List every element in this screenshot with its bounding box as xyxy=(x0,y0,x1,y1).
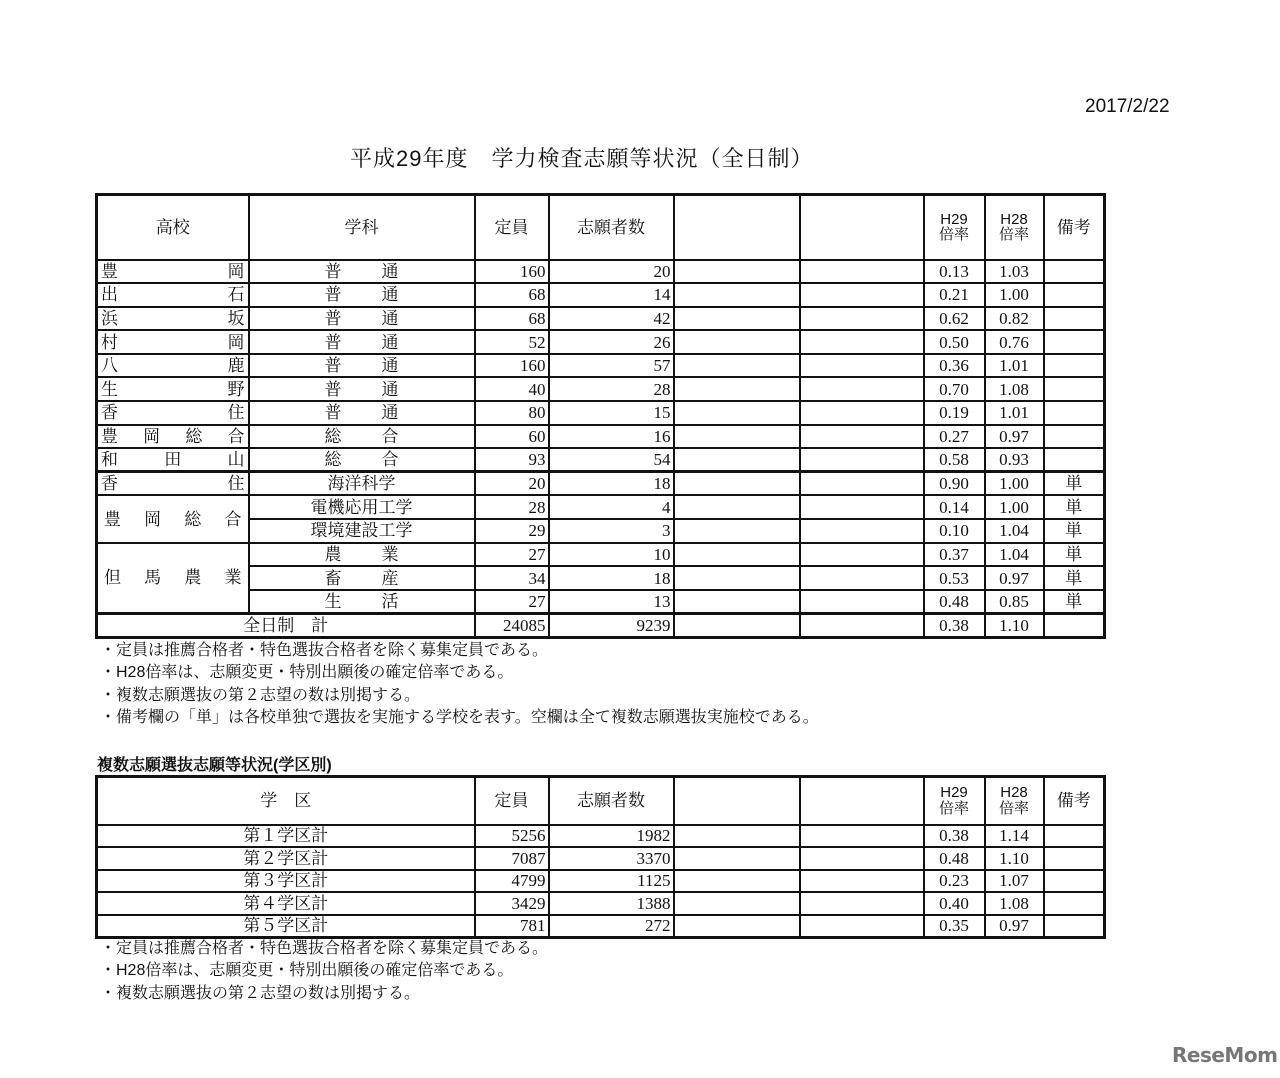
district-name: 第３学区計 xyxy=(97,870,475,893)
blank-cell xyxy=(674,330,800,354)
blank-cell xyxy=(800,870,924,893)
school-name: 浜坂 xyxy=(97,307,249,331)
blank-cell xyxy=(674,425,800,449)
h28-ratio: 1.08 xyxy=(985,892,1044,915)
remarks xyxy=(1044,354,1105,378)
remarks xyxy=(1044,892,1105,915)
header-blank-2 xyxy=(800,777,924,825)
h29-ratio: 0.10 xyxy=(924,519,985,543)
blank-cell xyxy=(800,915,924,938)
capacity: 4799 xyxy=(475,870,549,893)
header-blank-2 xyxy=(800,195,924,260)
resemom-logo: ReseMom xyxy=(1172,1043,1278,1067)
blank-cell xyxy=(800,330,924,354)
blank-cell xyxy=(674,613,800,637)
header-h28-ratio: H28 倍率 xyxy=(985,195,1044,260)
school-name: 八鹿 xyxy=(97,354,249,378)
blank-cell xyxy=(674,495,800,519)
district-name: 第５学区計 xyxy=(97,915,475,938)
applicants: 14 xyxy=(549,283,674,307)
h28-ratio: 0.97 xyxy=(985,566,1044,590)
h28-ratio: 1.10 xyxy=(985,847,1044,870)
applicants: 57 xyxy=(549,354,674,378)
district-name: 第４学区計 xyxy=(97,892,475,915)
blank-cell xyxy=(800,401,924,425)
blank-cell xyxy=(800,495,924,519)
h29-ratio: 0.14 xyxy=(924,495,985,519)
blank-cell xyxy=(674,915,800,938)
capacity: 27 xyxy=(475,590,549,614)
blank-cell xyxy=(800,354,924,378)
h29-ratio: 0.23 xyxy=(924,870,985,893)
h29-ratio: 0.21 xyxy=(924,283,985,307)
department: 普通 xyxy=(249,260,475,284)
school-name: 和田山 xyxy=(97,448,249,472)
h28-ratio: 0.93 xyxy=(985,448,1044,472)
table-row xyxy=(97,472,1105,496)
table-row xyxy=(97,377,1105,401)
table-row xyxy=(97,425,1105,449)
school-name: 香住 xyxy=(97,472,249,496)
h28-ratio: 1.00 xyxy=(985,495,1044,519)
header-school: 高校 xyxy=(97,195,249,260)
district-row xyxy=(97,870,1105,893)
table-row xyxy=(97,543,1105,567)
department: 普通 xyxy=(249,401,475,425)
h29-ratio: 0.48 xyxy=(924,847,985,870)
blank-cell xyxy=(674,377,800,401)
table-row xyxy=(97,283,1105,307)
department: 総合 xyxy=(249,425,475,449)
h28-ratio: 0.85 xyxy=(985,590,1044,614)
h28-ratio: 0.82 xyxy=(985,307,1044,331)
note-line: ・定員は推薦合格者・特色選抜合格者を除く募集定員である。 xyxy=(100,940,549,957)
remarks xyxy=(1044,260,1105,284)
applicants: 54 xyxy=(549,448,674,472)
h28-ratio: 0.76 xyxy=(985,330,1044,354)
blank-cell xyxy=(800,472,924,496)
h28-ratio: 1.14 xyxy=(985,825,1044,848)
header-applicants: 志願者数 xyxy=(549,195,674,260)
school-name: 出石 xyxy=(97,283,249,307)
applicants: 1125 xyxy=(549,870,674,893)
department: 海洋科学 xyxy=(249,472,475,496)
blank-cell xyxy=(674,307,800,331)
h29-ratio: 0.58 xyxy=(924,448,985,472)
department: 農業 xyxy=(249,543,475,567)
table-row xyxy=(97,260,1105,284)
capacity: 60 xyxy=(475,425,549,449)
h28-ratio: 1.08 xyxy=(985,377,1044,401)
header-district: 学 区 xyxy=(97,777,475,825)
h28-ratio: 1.00 xyxy=(985,472,1044,496)
header-dept: 学科 xyxy=(249,195,475,260)
blank-cell xyxy=(800,377,924,401)
capacity: 5256 xyxy=(475,825,549,848)
note-line: ・備考欄の「単」は各校単独で選抜を実施する学校を表す。空欄は全て複数志願選抜実施校である。 xyxy=(100,709,819,727)
h29-ratio: 0.38 xyxy=(924,825,985,848)
remarks: 単 xyxy=(1044,519,1105,543)
remarks xyxy=(1044,448,1105,472)
capacity: 80 xyxy=(475,401,549,425)
header-capacity: 定員 xyxy=(475,777,549,825)
applicants: 3370 xyxy=(549,847,674,870)
applicants: 20 xyxy=(549,260,674,284)
capacity: 160 xyxy=(475,354,549,378)
main-applications-table xyxy=(95,193,1106,639)
h29-ratio: 0.36 xyxy=(924,354,985,378)
applicants: 272 xyxy=(549,915,674,938)
total-h28-ratio: 1.10 xyxy=(985,613,1044,637)
district-row xyxy=(97,847,1105,870)
blank-cell xyxy=(674,448,800,472)
blank-cell xyxy=(800,260,924,284)
table-row xyxy=(97,401,1105,425)
note-line: ・H28倍率は、志願変更・特別出願後の確定倍率である。 xyxy=(100,664,514,682)
blank-cell xyxy=(800,566,924,590)
capacity: 40 xyxy=(475,377,549,401)
capacity: 93 xyxy=(475,448,549,472)
blank-cell xyxy=(800,307,924,331)
total-h29-ratio: 0.38 xyxy=(924,613,985,637)
applicants: 16 xyxy=(549,425,674,449)
h29-ratio: 0.13 xyxy=(924,260,985,284)
table-row xyxy=(97,448,1105,472)
school-name: 生野 xyxy=(97,377,249,401)
h28-ratio: 0.97 xyxy=(985,425,1044,449)
applicants: 15 xyxy=(549,401,674,425)
remarks xyxy=(1044,401,1105,425)
total-row xyxy=(97,613,1105,637)
blank-cell xyxy=(800,825,924,848)
department: 環境建設工学 xyxy=(249,519,475,543)
h28-ratio: 1.07 xyxy=(985,870,1044,893)
school-name: 村岡 xyxy=(97,330,249,354)
blank-cell xyxy=(800,448,924,472)
h29-ratio: 0.35 xyxy=(924,915,985,938)
blank-cell xyxy=(800,425,924,449)
table-row xyxy=(97,566,1105,590)
capacity: 29 xyxy=(475,519,549,543)
header-h29-ratio: H29 倍率 xyxy=(924,195,985,260)
note-line: ・H28倍率は、志願変更・特別出願後の確定倍率である。 xyxy=(100,962,514,980)
department: 普通 xyxy=(249,354,475,378)
blank-cell xyxy=(674,401,800,425)
department: 普通 xyxy=(249,283,475,307)
remarks: 単 xyxy=(1044,566,1105,590)
capacity: 68 xyxy=(475,307,549,331)
department: 普通 xyxy=(249,330,475,354)
district-row xyxy=(97,892,1105,915)
remarks xyxy=(1044,915,1105,938)
h29-ratio: 0.19 xyxy=(924,401,985,425)
capacity: 20 xyxy=(475,472,549,496)
remarks xyxy=(1044,283,1105,307)
h29-ratio: 0.48 xyxy=(924,590,985,614)
blank-cell xyxy=(674,354,800,378)
remarks xyxy=(1044,330,1105,354)
header-remarks: 備考 xyxy=(1044,195,1105,260)
blank-cell xyxy=(674,847,800,870)
h29-ratio: 0.40 xyxy=(924,892,985,915)
capacity: 781 xyxy=(475,915,549,938)
district-section-title: 複数志願選抜志願等状況(学区別) xyxy=(97,757,332,774)
table-row xyxy=(97,495,1105,519)
department: 電機応用工学 xyxy=(249,495,475,519)
blank-cell xyxy=(674,566,800,590)
table-row xyxy=(97,307,1105,331)
h28-ratio: 1.00 xyxy=(985,283,1044,307)
school-name: 豊岡 xyxy=(97,260,249,284)
blank-cell xyxy=(674,892,800,915)
applicants: 10 xyxy=(549,543,674,567)
blank-cell xyxy=(800,543,924,567)
h29-ratio: 0.70 xyxy=(924,377,985,401)
h28-ratio: 1.01 xyxy=(985,401,1044,425)
table-row xyxy=(97,330,1105,354)
district-row xyxy=(97,915,1105,938)
applicants: 13 xyxy=(549,590,674,614)
notes-main xyxy=(100,640,819,730)
blank-cell xyxy=(674,543,800,567)
blank-cell xyxy=(800,892,924,915)
h29-ratio: 0.90 xyxy=(924,472,985,496)
capacity: 27 xyxy=(475,543,549,567)
header-h28-ratio: H28 倍率 xyxy=(985,777,1044,825)
header-blank-1 xyxy=(674,195,800,260)
school-name: 但馬農業 xyxy=(97,543,249,614)
applicants: 1388 xyxy=(549,892,674,915)
header-remarks: 備考 xyxy=(1044,777,1105,825)
capacity: 160 xyxy=(475,260,549,284)
remarks xyxy=(1044,377,1105,401)
applicants: 4 xyxy=(549,495,674,519)
remarks: 単 xyxy=(1044,472,1105,496)
applicants: 42 xyxy=(549,307,674,331)
blank-cell xyxy=(674,519,800,543)
blank-cell xyxy=(674,870,800,893)
blank-cell xyxy=(800,847,924,870)
remarks xyxy=(1044,425,1105,449)
blank-cell xyxy=(674,590,800,614)
remarks xyxy=(1044,870,1105,893)
department: 畜産 xyxy=(249,566,475,590)
blank-cell xyxy=(800,590,924,614)
note-line: ・複数志願選抜の第２志望の数は別掲する。 xyxy=(100,686,421,704)
department: 生活 xyxy=(249,590,475,614)
remarks: 単 xyxy=(1044,590,1105,614)
school-name: 豊岡総合 xyxy=(97,495,249,542)
total-remarks xyxy=(1044,613,1105,637)
district-table xyxy=(95,775,1106,939)
h28-ratio: 1.01 xyxy=(985,354,1044,378)
applicants: 28 xyxy=(549,377,674,401)
department: 普通 xyxy=(249,377,475,401)
table-row xyxy=(97,590,1105,614)
total-label: 全日制 計 xyxy=(97,613,475,637)
capacity: 34 xyxy=(475,566,549,590)
remarks: 単 xyxy=(1044,495,1105,519)
table-row xyxy=(97,354,1105,378)
h29-ratio: 0.62 xyxy=(924,307,985,331)
department: 総合 xyxy=(249,448,475,472)
capacity: 68 xyxy=(475,283,549,307)
district-row xyxy=(97,825,1105,848)
h29-ratio: 0.27 xyxy=(924,425,985,449)
school-name: 豊岡総合 xyxy=(97,425,249,449)
applicants: 18 xyxy=(549,472,674,496)
capacity: 28 xyxy=(475,495,549,519)
blank-cell xyxy=(800,519,924,543)
table-header-row xyxy=(97,195,1105,260)
total-applicants: 9239 xyxy=(549,613,674,637)
header-blank-1 xyxy=(674,777,800,825)
applicants: 26 xyxy=(549,330,674,354)
blank-cell xyxy=(674,283,800,307)
school-name: 香住 xyxy=(97,401,249,425)
blank-cell xyxy=(674,260,800,284)
applicants: 18 xyxy=(549,566,674,590)
h28-ratio: 0.97 xyxy=(985,915,1044,938)
note-line: ・複数志願選抜の第２志望の数は別掲する。 xyxy=(100,984,421,1002)
blank-cell xyxy=(800,613,924,637)
table-row xyxy=(97,519,1105,543)
h29-ratio: 0.37 xyxy=(924,543,985,567)
district-header-row xyxy=(97,777,1105,825)
total-capacity: 24085 xyxy=(475,613,549,637)
applicants: 1982 xyxy=(549,825,674,848)
document-date: 2017/2/22 xyxy=(1085,96,1170,117)
remarks xyxy=(1044,307,1105,331)
h29-ratio: 0.50 xyxy=(924,330,985,354)
department: 普通 xyxy=(249,307,475,331)
district-name: 第２学区計 xyxy=(97,847,475,870)
h28-ratio: 1.04 xyxy=(985,519,1044,543)
h29-ratio: 0.53 xyxy=(924,566,985,590)
header-h29-ratio: H29 倍率 xyxy=(924,777,985,825)
page-title: 平成29年度 学力検査志願等状況（全日制） xyxy=(350,146,814,171)
capacity: 52 xyxy=(475,330,549,354)
h28-ratio: 1.03 xyxy=(985,260,1044,284)
h28-ratio: 1.04 xyxy=(985,543,1044,567)
notes-district xyxy=(100,938,548,1005)
remarks: 単 xyxy=(1044,543,1105,567)
applicants: 3 xyxy=(549,519,674,543)
remarks xyxy=(1044,847,1105,870)
note-line: ・定員は推薦合格者・特色選抜合格者を除く募集定員である。 xyxy=(100,642,549,659)
header-capacity: 定員 xyxy=(475,195,549,260)
blank-cell xyxy=(674,472,800,496)
remarks xyxy=(1044,825,1105,848)
district-name: 第１学区計 xyxy=(97,825,475,848)
capacity: 3429 xyxy=(475,892,549,915)
capacity: 7087 xyxy=(475,847,549,870)
blank-cell xyxy=(800,283,924,307)
header-applicants: 志願者数 xyxy=(549,777,674,825)
blank-cell xyxy=(674,825,800,848)
